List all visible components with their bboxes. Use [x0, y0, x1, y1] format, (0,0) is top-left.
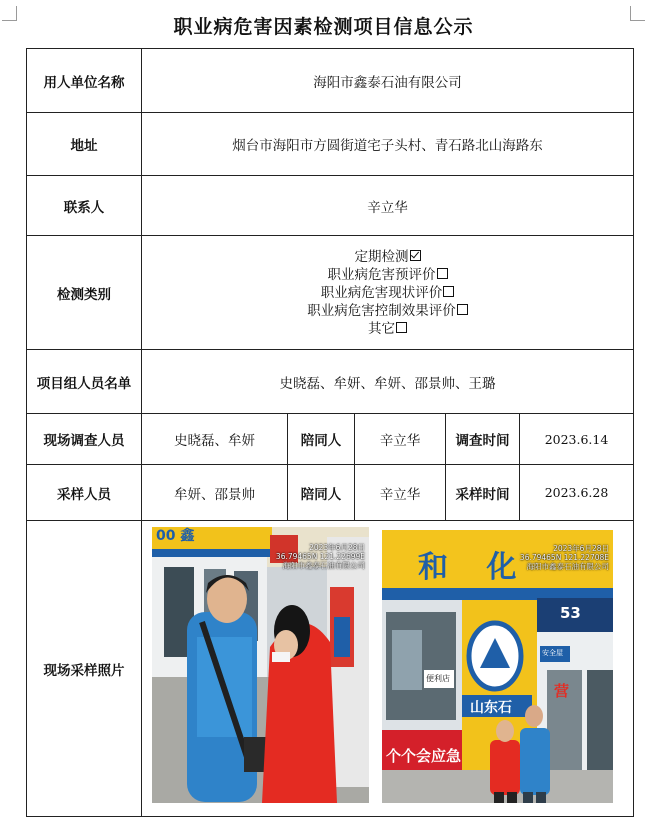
- sampling-photo-2: [382, 530, 613, 803]
- photo-2-sign-text: 和 化: [418, 550, 531, 585]
- survey-accompany-label: 陪同人: [288, 414, 355, 465]
- photos-label: 现场采样照片: [27, 521, 142, 817]
- row-photos: [27, 521, 634, 817]
- row-address: [27, 113, 634, 176]
- detection-label: 检测类别: [27, 236, 142, 350]
- sampling-accompany-value: 辛立华: [355, 465, 446, 521]
- row-survey: [27, 414, 634, 465]
- survey-value: 史晓磊、牟妍: [142, 414, 288, 465]
- info-table: [26, 48, 634, 817]
- option-other: 其它: [146, 320, 629, 338]
- photo-2-logo-text: 53: [560, 604, 581, 622]
- option-status-evaluation: 职业病危害现状评价: [146, 284, 629, 302]
- option-control-evaluation: 职业病危害控制效果评价: [146, 302, 629, 320]
- team-label: 项目组人员名单: [27, 350, 142, 414]
- employer-value: 海阳市鑫泰石油有限公司: [142, 49, 634, 113]
- sampling-time-label: 采样时间: [446, 465, 520, 521]
- address-label: 地址: [27, 113, 142, 176]
- sampling-photo-1: [152, 527, 369, 803]
- team-value: 史晓磊、牟妍、牟妍、邵景帅、王璐: [142, 350, 634, 414]
- survey-label: 现场调查人员: [27, 414, 142, 465]
- row-sampling: [27, 465, 634, 521]
- photo-2-timestamp: 2023年6月28日 36.79465N 121.22708E 海阳市鑫泰石油有限公司: [519, 544, 609, 571]
- photo-area: [142, 521, 633, 816]
- survey-time-label: 调查时间: [446, 414, 520, 465]
- employer-label: 用人单位名称: [27, 49, 142, 113]
- photo-2-banner-text: 个个会应急: [386, 747, 462, 765]
- address-value: 烟台市海阳市方圆街道宅子头村、青石路北山海路东: [142, 113, 634, 176]
- survey-accompany-value: 辛立华: [355, 414, 446, 465]
- option-periodic: 定期检测: [146, 248, 629, 266]
- photo-1-timestamp: 2023年6月28日 36.79465N 121.22699E 海阳市鑫泰石油有限公司: [275, 543, 365, 570]
- sampling-label: 采样人员: [27, 465, 142, 521]
- contact-label: 联系人: [27, 176, 142, 236]
- page-title: 职业病危害因素检测项目信息公示: [173, 16, 474, 38]
- row-contact: [27, 176, 634, 236]
- sampling-value: 牟妍、邵景帅: [142, 465, 288, 521]
- row-team: [27, 350, 634, 414]
- checkbox-icon: [457, 304, 468, 315]
- photo-2-window-text: 便利店: [426, 674, 450, 683]
- sampling-accompany-label: 陪同人: [288, 465, 355, 521]
- survey-time-value: 2023.6.14: [520, 414, 634, 465]
- sampling-time-value: 2023.6.28: [520, 465, 634, 521]
- checkbox-icon: [437, 268, 448, 279]
- photo-2-door-sign: 营: [554, 682, 570, 700]
- photo-2-booth-text: 安全屋: [542, 649, 563, 657]
- contact-value: 辛立华: [142, 176, 634, 236]
- checkbox-icon: [410, 250, 421, 261]
- photo-1-sign-text: 00 鑫: [156, 528, 195, 544]
- row-employer: [27, 49, 634, 113]
- checkbox-icon: [443, 286, 454, 297]
- row-detection: [27, 236, 634, 350]
- detection-options: [142, 236, 634, 350]
- checkbox-icon: [396, 322, 407, 333]
- option-pre-evaluation: 职业病危害预评价: [146, 266, 629, 284]
- photo-2-shop-text: 山东石: [470, 700, 512, 716]
